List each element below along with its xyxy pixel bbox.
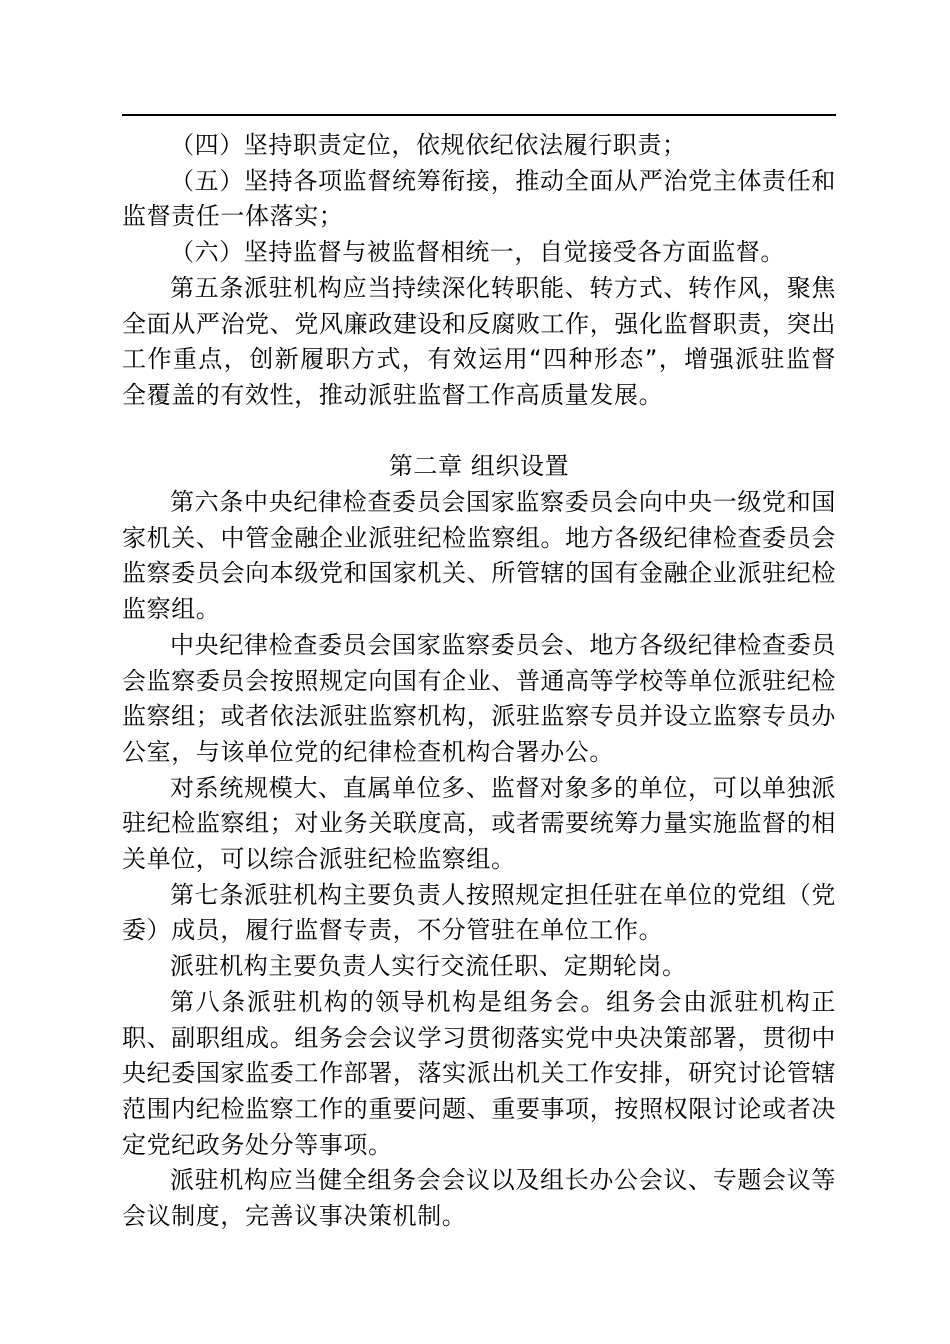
article-6-paragraph: 第六条中央纪律检查委员会国家监察委员会向中央一级党和国家机关、中管金融企业派驻纪检监察组。地方各级纪律检查委员会监察委员会向本级党和国家机关、所管辖的国有金融企业派驻纪检监察组。 [122,488,836,624]
paragraph-item-6: （六）坚持监督与被监督相统一，自觉接受各方面监督。 [170,238,785,267]
article-8-paragraph: 第八条派驻机构的领导机构是组务会。组务会由派驻机构正职、副职组成。组务会会议学习贯彻落实党中央决策部署，贯彻中央纪委国家监委工作部署，落实派出机关工作安排，研究讨论管辖范围内纪检监察工作的重要问题、重要事项，按照权限讨论或者决定党纪政务处分等事项。 [122,987,836,1159]
article-6-paragraph-3: 对系统规模大、直属单位多、监督对象多的单位，可以单独派驻纪检监察组；对业务关联度高，或者需要统筹力量实施监督的相关单位，可以综合派驻纪检监察组。 [122,773,836,874]
chapter-heading: 第二章 组织设置 [388,452,570,481]
document-body [122,128,836,1235]
article-6-paragraph-2: 中央纪律检查委员会国家监察委员会、地方各级纪律检查委员会监察委员会按照规定向国有企业、普通高等学校等单位派驻纪检监察组；或者依法派驻监察机构，派驻监察专员并设立监察专员办公室，与该单位党的纪律检查机构合署办公。 [122,630,836,766]
article-7-paragraph: 第七条派驻机构主要负责人按照规定担任驻在单位的党组（党委）成员，履行监督专责，不分管驻在单位工作。 [122,880,836,945]
article-7-paragraph-2: 派驻机构主要负责人实行交流任职、定期轮岗。 [170,952,687,981]
paragraph-item-5: （五）坚持各项监督统筹衔接，推动全面从严治党主体责任和监督责任一体落实； [122,166,836,231]
header-rule [122,114,836,116]
article-8-paragraph-2: 派驻机构应当健全组务会会议以及组长办公会议、专题会议等会议制度，完善议事决策机制。 [122,1166,836,1231]
paragraph-item-4: （四）坚持职责定位，依规依纪依法履行职责； [170,131,687,159]
article-5-paragraph: 第五条派驻机构应当持续深化转职能、转方式、转作风，聚焦全面从严治党、党风廉政建设和反腐败工作，强化监督职责，突出工作重点，创新履职方式，有效运用“四种形态”，增强派驻监督全覆盖的有效性，推动派驻监督工作高质量发展。 [122,273,836,409]
